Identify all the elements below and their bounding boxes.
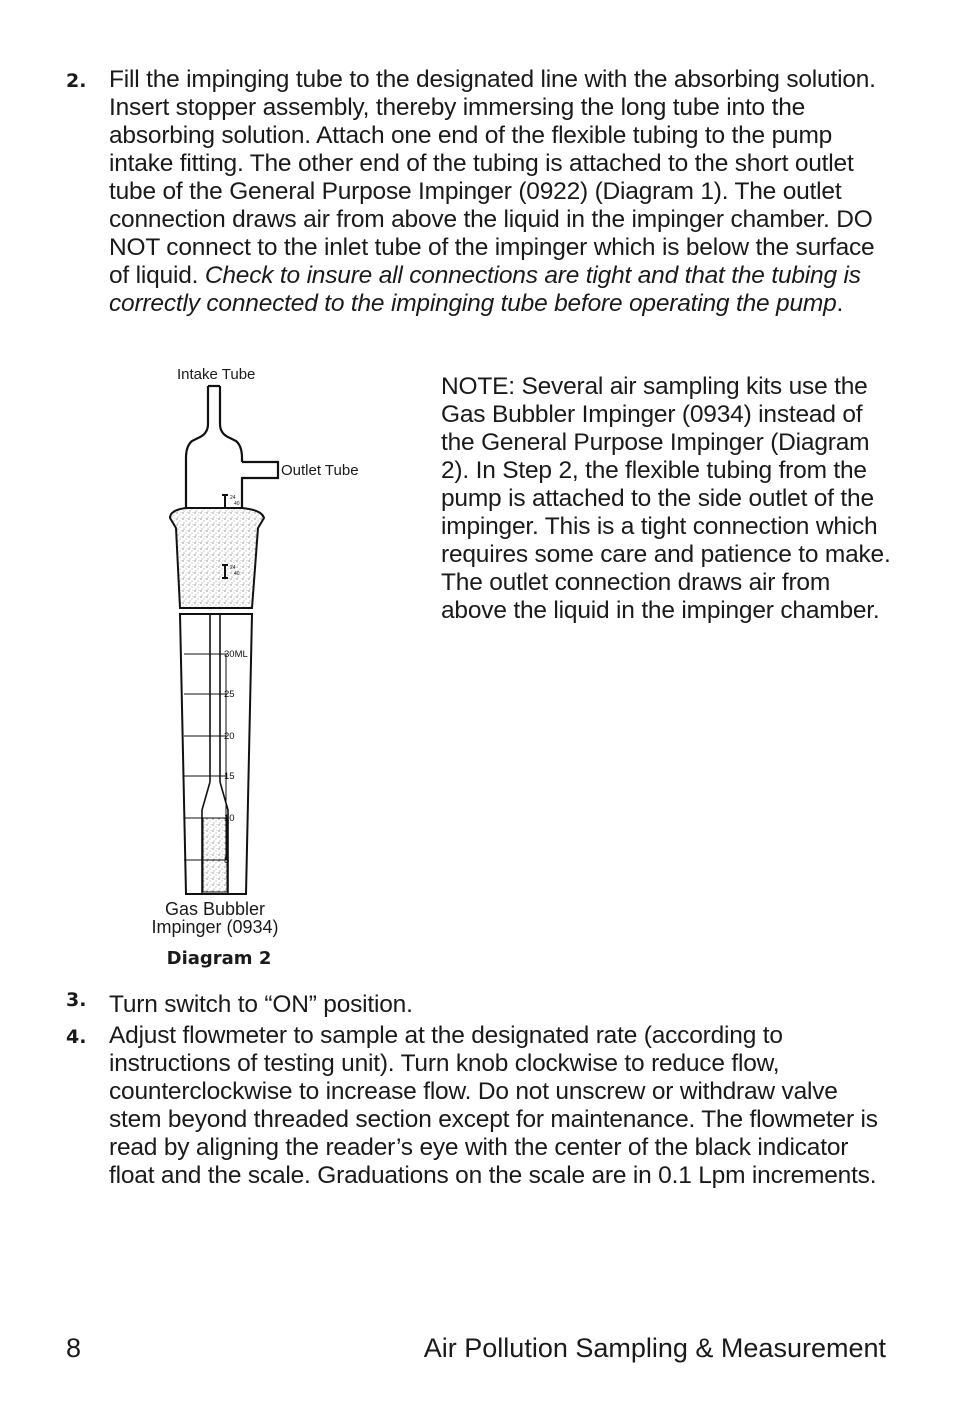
diagram-caption — [140, 900, 290, 936]
step-text-plain: Fill the impinging tube to the designated line with the absorbing solution. Insert stopper assembly, thereby immersing the long tube into the absorbing solution. Attach one end of the flexible tubing to the pump intake fitting. The other end of the tubing is attached to the short outlet tube of the General Purpose Impinger (0922) (Diagram 1). The outlet connection draws air from above the liquid in the impinger chamber. DO NOT connect to the inlet tube of the impinger which is below the surface of liquid. — [109, 66, 876, 289]
outlet-tube-label: Outlet Tube — [281, 462, 359, 479]
step-text: Adjust flowmeter to sample at the designated rate (according to instructions of testing unit). Turn knob clockwise to reduce flow, counterclockwise to increase flow. Do not unscrew or withdraw valve stem beyond threaded section except for maintenance. The flowmeter is read by aligning the reader’s eye with the center of the black indicator float and the scale. Graduations on the scale are in 0.1 Lpm increments. — [109, 1022, 878, 1189]
step-number: 3. — [66, 989, 87, 1011]
page-number: 8 — [66, 1333, 82, 1363]
scale-label-20: 20 — [224, 731, 235, 742]
step-number: 2. — [66, 70, 87, 92]
running-footer-title: Air Pollution Sampling & Measurement — [423, 1333, 886, 1363]
scale-label-5: 5 — [224, 855, 230, 866]
step-text-italic: Check to insure all connections are tight and that the tubing is correctly connected to the impinging tube before operating the pump — [109, 262, 861, 317]
step-4 — [66, 1022, 896, 1190]
joint-mark-bottom-label-2: 40 — [234, 571, 240, 577]
joint-mark-bottom-label: 40 — [234, 501, 240, 507]
step-text — [109, 66, 896, 318]
step-2 — [66, 66, 896, 318]
step-text: Turn switch to “ON” position. — [109, 991, 413, 1018]
intake-tube-label: Intake Tube — [177, 366, 256, 383]
scale-label-25: 25 — [224, 689, 235, 700]
scale-label-15: 15 — [224, 771, 235, 782]
diagram-title: Diagram 2 — [166, 948, 272, 969]
diagram-caption-line2: Impinger (0934) — [151, 917, 279, 937]
step-text-end: . — [836, 290, 844, 317]
step-3 — [66, 991, 896, 1019]
scale-label-10: 10 — [224, 813, 235, 824]
joint-mark-top-label: 24 — [230, 495, 236, 501]
impinger-drawing — [140, 362, 400, 922]
diagram-caption-line1: Gas Bubbler — [164, 899, 266, 919]
impinger-diagram — [140, 362, 400, 937]
note-paragraph: NOTE: Several air sampling kits use the Gas Bubbler Impinger (0934) instead of the General Purpose Impinger (Diagram 2). In Step 2, the flexible tubing from the pump is attached to the side outlet of the impinger. This is a tight connection which requires some care and patience to make. The outlet connection draws air from above the liquid in the impinger chamber. — [441, 373, 891, 624]
scale-label-30: 30ML — [224, 649, 248, 660]
joint-mark-top-label-2: 24 — [230, 565, 236, 571]
step-number: 4. — [66, 1026, 87, 1048]
